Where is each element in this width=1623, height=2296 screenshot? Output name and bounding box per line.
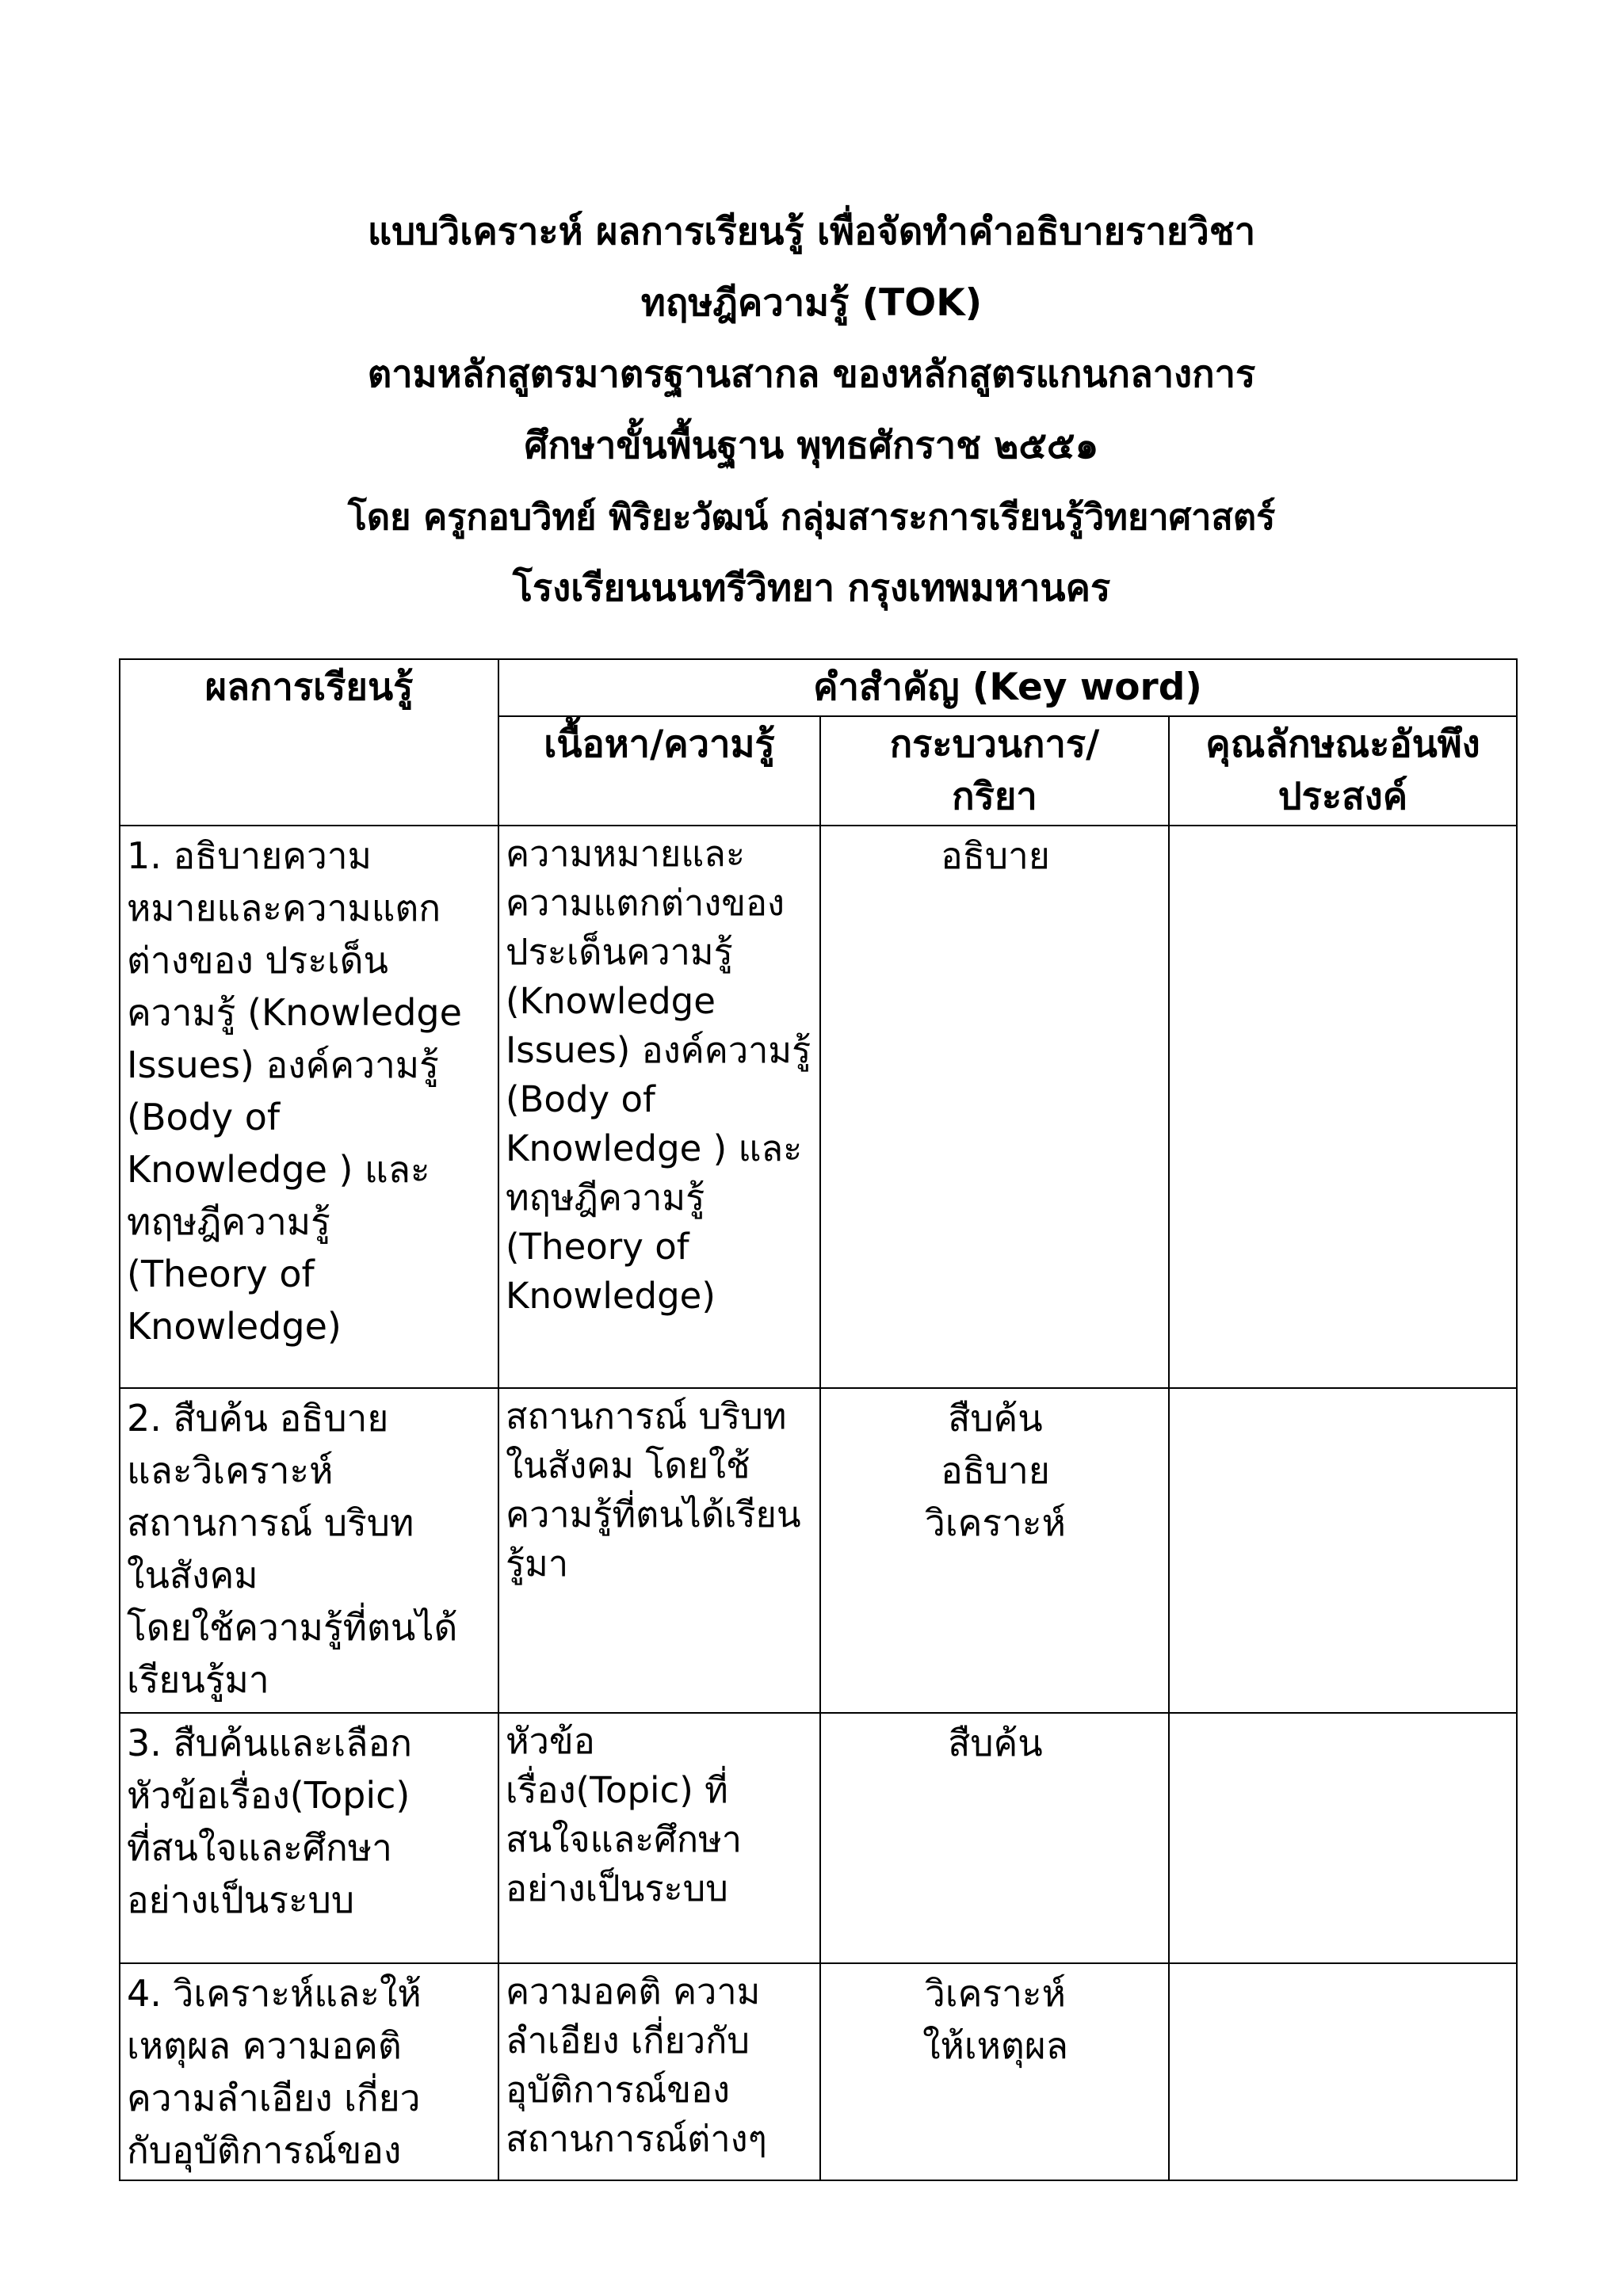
table-row (120, 1388, 1517, 1713)
outcome-cell: 3. สืบค้นและเลือก หัวข้อเรื่อง(Topic) ที่สนใจและศึกษา อย่างเป็นระบบ (120, 1713, 498, 1963)
outcome-cell: 4. วิเคราะห์และให้ เหตุผล ความอคติ ความลำเอียง เกี่ยว กับอุบัติการณ์ของ (120, 1963, 498, 2180)
title-line-2: ทฤษฎีความรู้ (TOK) (640, 281, 983, 325)
process-cell: วิเคราะห์ ให้เหตุผล (820, 1963, 1169, 2180)
attribute-cell (1169, 1963, 1517, 2180)
title-line-3: ตามหลักสูตรมาตรฐานสากล ของหลักสูตรแกนกลางการ (367, 353, 1256, 396)
header-process: กระบวนการ/ กริยา (820, 716, 1169, 826)
content-cell: หัวข้อ เรื่อง(Topic) ที่ สนใจและศึกษา อย่างเป็นระบบ (498, 1713, 820, 1963)
attribute-cell (1169, 826, 1517, 1388)
header-attribute: คุณลักษณะอันพึง ประสงค์ (1169, 716, 1517, 826)
school-line: โรงเรียนนนทรีวิทยา กรุงเทพมหานคร (512, 566, 1111, 610)
table-row (120, 1713, 1517, 1963)
process-cell: อธิบาย (820, 826, 1169, 1388)
title-line-1: แบบวิเคราะห์ ผลการเรียนรู้ เพื่อจัดทำคำอธิบายรายวิชา (367, 210, 1256, 254)
header-outcome: ผลการเรียนรู้ (120, 659, 498, 826)
author-line: โดย ครูกอบวิทย์ พิริยะวัฒน์ กลุ่มสาระการเรียนรู้วิทยาศาสตร์ (347, 496, 1276, 538)
attribute-cell (1169, 1388, 1517, 1713)
attribute-cell (1169, 1713, 1517, 1963)
content-cell: ความอคติ ความ ลำเอียง เกี่ยวกับ อุบัติการณ์ของ สถานการณ์ต่างๆ (498, 1963, 820, 2180)
content-cell: สถานการณ์ บริบท ในสังคม โดยใช้ ความรู้ที่ตนได้เรียน รู้มา (498, 1388, 820, 1713)
header-keyword: คำสำคัญ (Key word) (498, 659, 1517, 716)
outcome-cell: 1. อธิบายความ หมายและความแตก ต่างของ ประเด็น ความรู้ (Knowledge Issues) องค์ความรู้ (Body of Knowledge ) และ ทฤษฎีความรู้ (Theory of Knowledge) (120, 826, 498, 1388)
content-cell: ความหมายและ ความแตกต่างของ ประเด็นความรู้ (Knowledge Issues) องค์ความรู้ (Body of Knowledge ) และ ทฤษฎีความรู้ (Theory of Knowledge) (498, 826, 820, 1388)
table-row (120, 1963, 1517, 2180)
learning-outcome-table (119, 658, 1518, 2181)
process-cell: สืบค้น (820, 1713, 1169, 1963)
header-content: เนื้อหา/ความรู้ (498, 716, 820, 826)
table-row (120, 826, 1517, 1388)
process-cell: สืบค้น อธิบาย วิเคราะห์ (820, 1388, 1169, 1713)
document-header (119, 196, 1504, 624)
outcome-cell: 2. สืบค้น อธิบาย และวิเคราะห์ สถานการณ์ บริบท ในสังคม โดยใช้ความรู้ที่ตนได้ เรียนรู้มา (120, 1388, 498, 1713)
title-line-4: ศึกษาขั้นพื้นฐาน พุทธศักราช ๒๕๕๑ (524, 424, 1099, 467)
